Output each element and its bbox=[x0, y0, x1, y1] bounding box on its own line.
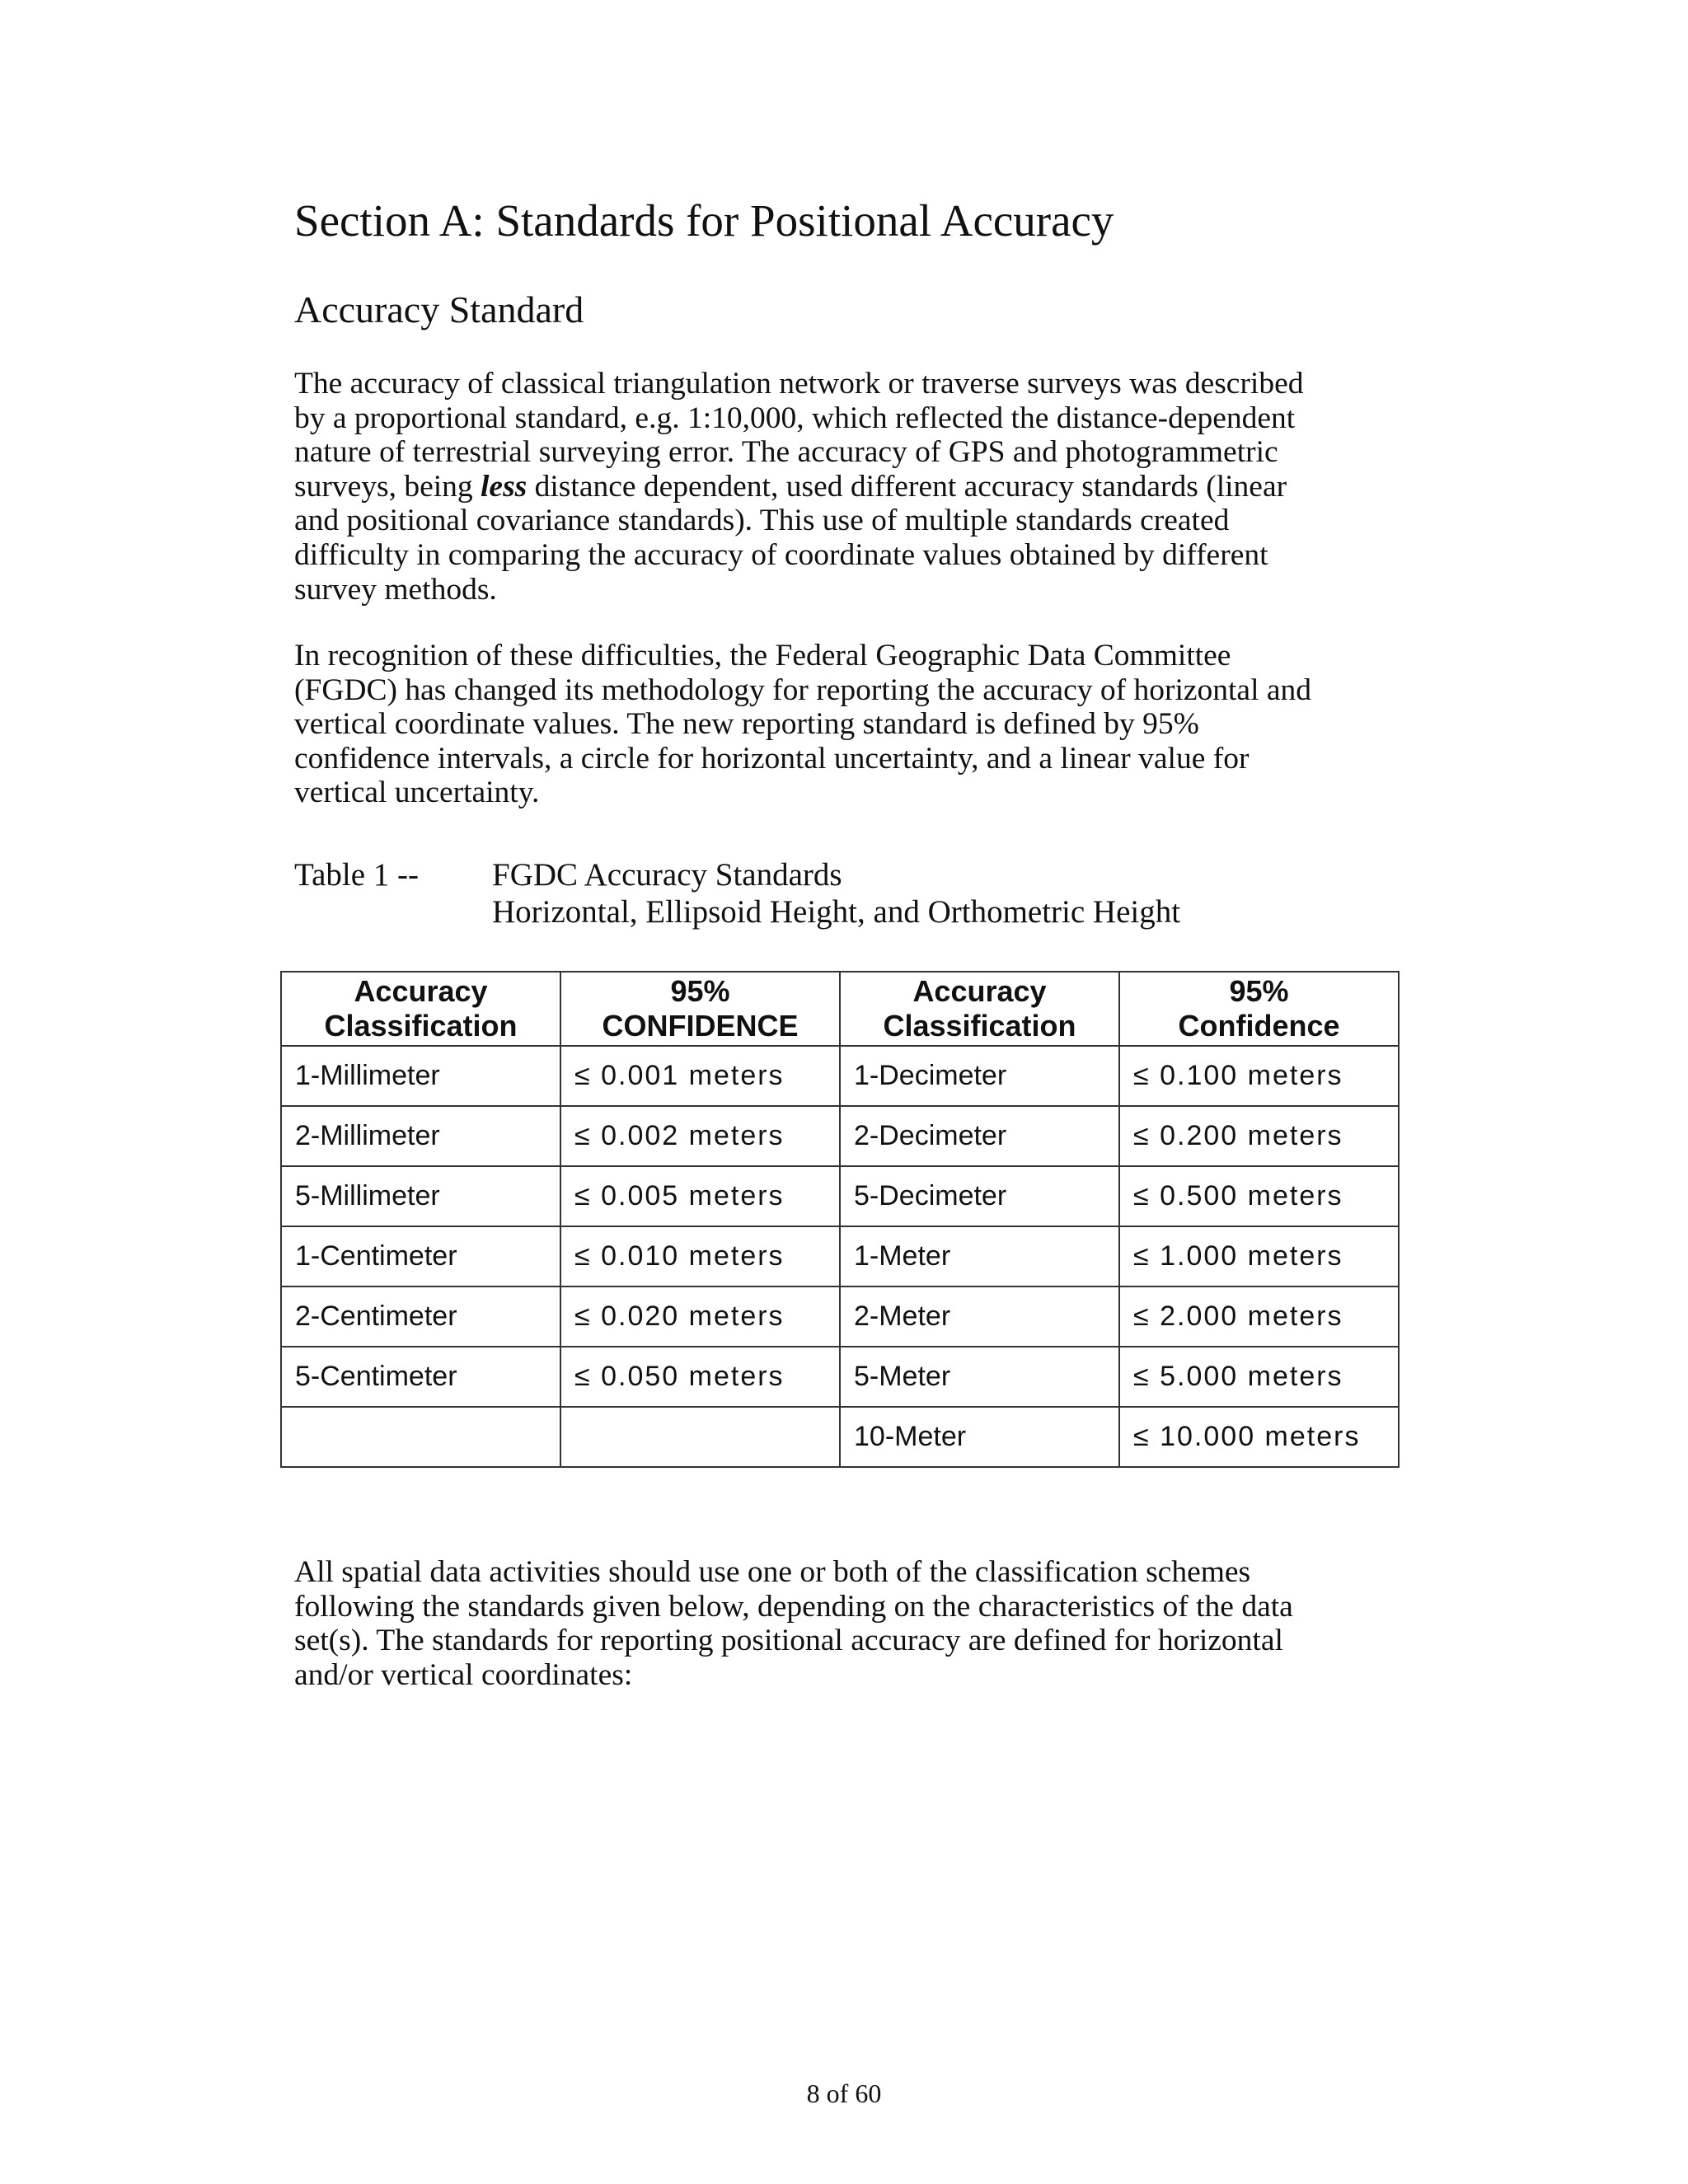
table-cell-class: 1-Meter bbox=[840, 1226, 1119, 1286]
header-95-confidence: 95% Confidence bbox=[1119, 972, 1399, 1046]
paragraph-accuracy-intro bbox=[294, 367, 1415, 607]
table-cell-class: 10-Meter bbox=[840, 1407, 1119, 1467]
table-cell-class: 5-Decimeter bbox=[840, 1166, 1119, 1226]
table-row bbox=[281, 1286, 1399, 1347]
table-cell-confidence: ≤ 1.000 meters bbox=[1119, 1226, 1399, 1286]
paragraph-line: The accuracy of classical triangulation network or traverse surveys was described bbox=[294, 367, 1304, 401]
table-cell-confidence: ≤ 0.001 meters bbox=[560, 1046, 840, 1106]
table-row bbox=[281, 1407, 1399, 1467]
table-cell-class: 2-Millimeter bbox=[281, 1106, 560, 1166]
table-cell-class: 2-Decimeter bbox=[840, 1106, 1119, 1166]
paragraph-line: confidence intervals, a circle for horizontal uncertainty, and a linear value for bbox=[294, 741, 1250, 776]
table-cell-confidence: ≤ 2.000 meters bbox=[1119, 1286, 1399, 1347]
table-cell-class: 5-Centimeter bbox=[281, 1347, 560, 1407]
paragraph-line: All spatial data activities should use one or both of the classification schemes bbox=[294, 1555, 1251, 1589]
table-row bbox=[281, 1046, 1399, 1106]
paragraph-line: survey methods. bbox=[294, 572, 497, 607]
header-accuracy-classification: Accuracy Classification bbox=[281, 972, 560, 1046]
table-cell-confidence: ≤ 10.000 meters bbox=[1119, 1407, 1399, 1467]
table-row bbox=[281, 1347, 1399, 1407]
header-95-confidence: 95% CONFIDENCE bbox=[560, 972, 840, 1046]
table-row bbox=[281, 1166, 1399, 1226]
table-cell-confidence: ≤ 0.020 meters bbox=[560, 1286, 840, 1347]
paragraph-line: by a proportional standard, e.g. 1:10,000, which reflected the distance-dependent bbox=[294, 401, 1296, 435]
paragraph-line: nature of terrestrial surveying error. The accuracy of GPS and photogrammetric bbox=[294, 435, 1278, 470]
table-cell-class: 1-Centimeter bbox=[281, 1226, 560, 1286]
paragraph-line: (FGDC) has changed its methodology for reporting the accuracy of horizontal and bbox=[294, 673, 1312, 707]
table-cell-confidence: ≤ 5.000 meters bbox=[1119, 1347, 1399, 1407]
line-text: distance dependent, used different accuracy standards (linear bbox=[527, 469, 1287, 504]
table-cell-confidence: ≤ 0.050 meters bbox=[560, 1347, 840, 1407]
paragraph-line: difficulty in comparing the accuracy of coordinate values obtained by different bbox=[294, 537, 1268, 572]
header-accuracy-classification: Accuracy Classification bbox=[840, 972, 1119, 1046]
paragraph-fgdc bbox=[294, 639, 1415, 810]
table-caption-title: FGDC Accuracy Standards bbox=[492, 857, 842, 893]
table-caption-titles bbox=[492, 856, 1180, 930]
page-number: 8 of 60 bbox=[806, 2079, 882, 2108]
table-cell-confidence: ≤ 0.200 meters bbox=[1119, 1106, 1399, 1166]
subsection-title: Accuracy Standard bbox=[294, 288, 584, 330]
table-cell-class: 2-Centimeter bbox=[281, 1286, 560, 1347]
paragraph-line: and/or vertical coordinates: bbox=[294, 1657, 633, 1692]
table-cell-confidence: ≤ 0.500 meters bbox=[1119, 1166, 1399, 1226]
paragraph-line bbox=[294, 470, 1415, 504]
paragraph-line: vertical coordinate values. The new reporting standard is defined by 95% bbox=[294, 707, 1199, 742]
paragraph-classification-schemes bbox=[294, 1555, 1415, 1692]
table-cell-confidence bbox=[560, 1407, 840, 1467]
paragraph-line: and positional covariance standards). This use of multiple standards created bbox=[294, 504, 1230, 538]
paragraph-line: In recognition of these difficulties, the Federal Geographic Data Committee bbox=[294, 639, 1231, 673]
table-row bbox=[281, 1106, 1399, 1166]
paragraph-line: following the standards given below, depending on the characteristics of the data bbox=[294, 1589, 1293, 1624]
accuracy-standards-table bbox=[280, 971, 1400, 1468]
table-cell-class: 1-Millimeter bbox=[281, 1046, 560, 1106]
table-cell-confidence: ≤ 0.005 meters bbox=[560, 1166, 840, 1226]
table-header-row bbox=[281, 972, 1399, 1046]
line-text: surveys, being bbox=[294, 469, 481, 504]
table-cell-class: 2-Meter bbox=[840, 1286, 1119, 1347]
table-cell-confidence: ≤ 0.100 meters bbox=[1119, 1046, 1399, 1106]
paragraph-line: set(s). The standards for reporting positional accuracy are defined for horizontal bbox=[294, 1624, 1283, 1658]
table-row bbox=[281, 1226, 1399, 1286]
table-cell-class: 5-Millimeter bbox=[281, 1166, 560, 1226]
table-caption-label: Table 1 -- bbox=[294, 857, 420, 893]
table-cell-confidence: ≤ 0.010 meters bbox=[560, 1226, 840, 1286]
table-cell-class: 5-Meter bbox=[840, 1347, 1119, 1407]
paragraph-line: vertical uncertainty. bbox=[294, 776, 540, 810]
table-cell-class bbox=[281, 1407, 560, 1467]
table-caption-subtitle: Horizontal, Ellipsoid Height, and Orthometric Height bbox=[492, 894, 1181, 930]
table-cell-class: 1-Decimeter bbox=[840, 1046, 1119, 1106]
section-title: Section A: Standards for Positional Accuracy bbox=[294, 195, 1114, 246]
emphasis-text: less bbox=[481, 469, 528, 504]
table-cell-confidence: ≤ 0.002 meters bbox=[560, 1106, 840, 1166]
